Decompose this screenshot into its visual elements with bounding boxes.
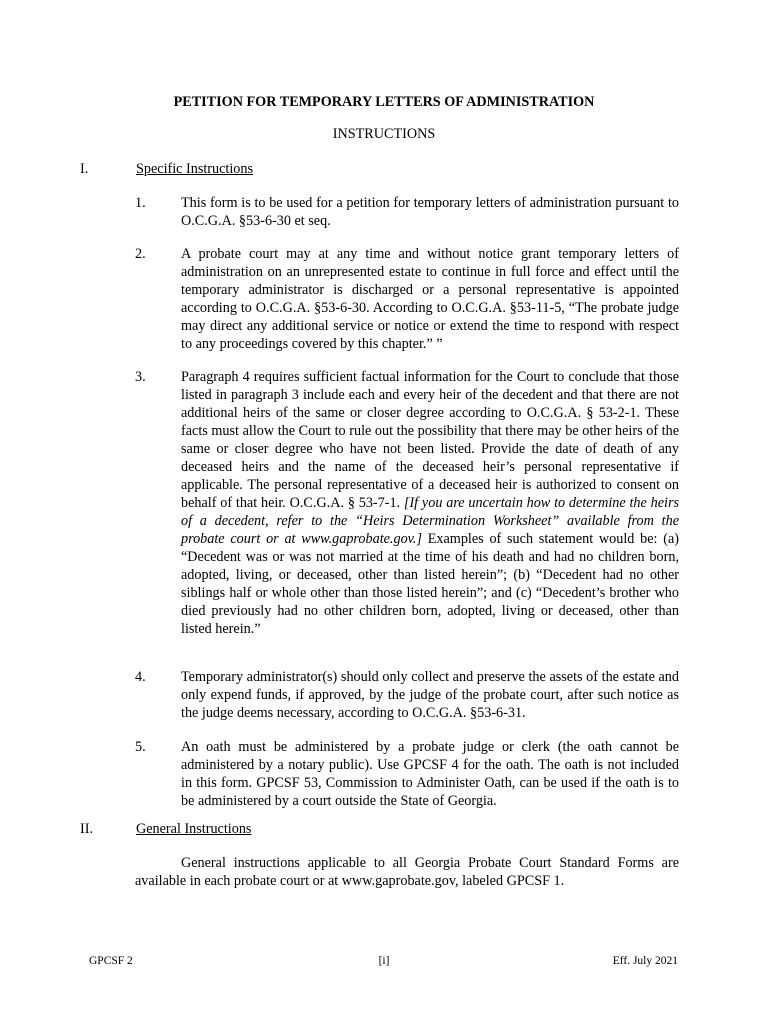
item-number: 4. — [135, 669, 146, 685]
section-numeral: I. — [80, 161, 89, 177]
item-text: This form is to be used for a petition for temporary letters of administration pursuant to O.C.G.A. §53-6-30 et seq. — [181, 195, 679, 229]
item-number: 3. — [135, 369, 146, 385]
footer-form-id: GPCSF 2 — [89, 955, 133, 967]
item-text: Temporary administrator(s) should only collect and preserve the assets of the estate and only expend funds, if approved, by the judge of the probate court, after such notice as the judge deems necessary, according to O.C.G.A. §53-6-31. — [181, 669, 679, 721]
item-text: A probate court may at any time and without notice grant temporary letters of administration on an unrepresented estate to continue in full force and effect until the temporary administrator is discharged or a personal representative is appointed according to O.C.G.A. §53-6-30. According to O.C.G.A. §53-11-5, “The probate judge may direct any additional service or notice or extend the time to respond with respect to any proceedings covered by this chapter.” ” — [181, 246, 679, 352]
section-label: Specific Instructions — [136, 161, 254, 177]
item-text-part: Examples of such statement would be: (a) “Decedent was or was not married at the time of his death and had no children born, adopted, living, or deceased, other than listed herein”; (b) “Decedent had no other siblings half or whole other than those listed herein”; and (c) “Decedent’s brother who died previously had no other children born, adopted, living or deceased, other than listed herein.” — [181, 531, 679, 637]
list-item — [135, 738, 679, 810]
item-text-part: Paragraph 4 requires sufficient factual information for the Court to conclude that those listed in paragraph 3 include each and every heir of the decedent and that there are not additional heirs of the same or closer degree according to O.C.G.A. § 53-2-1. These facts must allow the Court to rule out the possibility that there may be other heirs of the same or closer degree who have not been listed. Provide the date of death of any deceased heirs and the name of the deceased heir’s personal representative if applicable. The personal representative of a deceased heir is authorized to consent on behalf of that heir. O.C.G.A. § 53-7-1. — [181, 369, 679, 511]
section-label: General Instructions — [136, 821, 252, 837]
list-item — [135, 668, 679, 722]
document-title: PETITION FOR TEMPORARY LETTERS OF ADMINISTRATION — [173, 94, 595, 110]
item-number: 5. — [135, 739, 146, 755]
item-number: 1. — [135, 195, 146, 211]
item-text — [181, 368, 679, 638]
item-number: 2. — [135, 246, 146, 262]
item-text-italic: [If you are uncertain how to determine the heirs of a decedent, refer to the “Heirs Determination Worksheet” available from the probate court or at www.gaprobate.gov.] — [181, 495, 679, 547]
footer-page-number: [i] — [378, 955, 390, 967]
list-item — [135, 194, 679, 230]
list-item — [135, 245, 679, 353]
document-subtitle: INSTRUCTIONS — [332, 126, 436, 142]
item-text: An oath must be administered by a probate judge or clerk (the oath cannot be administered by a notary public). Use GPCSF 4 for the oath. The oath is not included in this form. GPCSF 53, Commission to Administer Oath, can be used if the oath is to be administered by a court outside the State of Georgia. — [181, 739, 679, 809]
list-item — [135, 368, 679, 638]
general-instructions-text: General instructions applicable to all Georgia Probate Court Standard Forms are available in each probate court or at www.gaprobate.gov, labeled GPCSF 1. — [135, 855, 679, 889]
footer-effective-date: Eff. July 2021 — [612, 955, 678, 967]
section-numeral: II. — [80, 821, 93, 837]
